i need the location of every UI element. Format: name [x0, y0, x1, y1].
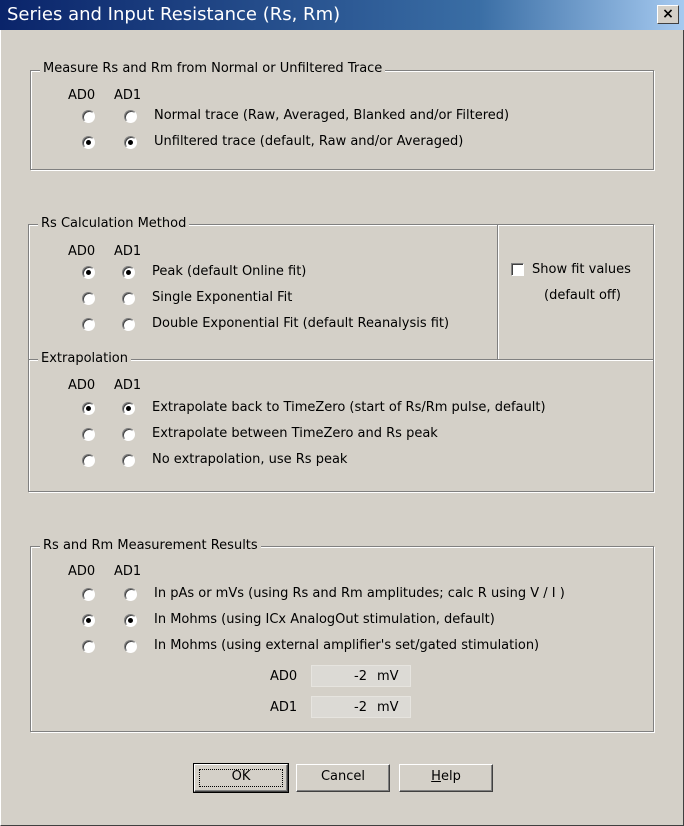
show-fit-values-default: (default off): [544, 288, 621, 303]
title-bar: [0, 0, 684, 30]
value-ad0-channel: AD0: [270, 669, 298, 684]
ex-col-header-ad1: AD1: [114, 378, 142, 393]
extrap-between-ad1-radio[interactable]: [122, 428, 135, 441]
res-col-header-ad0: AD0: [68, 564, 96, 579]
rs-double-exp-label: Double Exponential Fit (default Reanalysis fit): [152, 316, 450, 331]
trace-normal-ad0-radio[interactable]: [82, 110, 95, 123]
rs-single-exp-ad1-radio[interactable]: [122, 292, 135, 305]
ok-button-focus-ring: [199, 769, 283, 787]
extrap-timezero-ad0-radio[interactable]: [82, 402, 95, 415]
rs-col-header-ad0: AD0: [68, 244, 96, 259]
results-mohms-icx-ad1-radio[interactable]: [124, 614, 137, 627]
extrapolation-group-title: Extrapolation: [38, 351, 131, 366]
help-button-label: elp: [440, 769, 461, 784]
rs-peak-label: Peak (default Online fit): [152, 264, 307, 279]
value-ad0-unit: mV: [377, 669, 399, 684]
ok-button-label: OK: [231, 769, 251, 784]
results-group-title: Rs and Rm Measurement Results: [40, 538, 261, 553]
rs-peak-ad1-radio[interactable]: [122, 266, 135, 279]
value-ad0-value: -2: [354, 669, 367, 684]
show-fit-divider: [497, 225, 498, 359]
results-pas-mvs-ad1-radio[interactable]: [124, 588, 137, 601]
results-mohms-icx-ad0-radio[interactable]: [82, 614, 95, 627]
rs-single-exp-ad0-radio[interactable]: [82, 292, 95, 305]
col-header-ad1: AD1: [114, 88, 142, 103]
show-fit-values-checkbox[interactable]: [511, 263, 524, 276]
results-mohms-ext-ad0-radio[interactable]: [82, 640, 95, 653]
extrap-between-ad0-radio[interactable]: [82, 428, 95, 441]
trace-normal-label: Normal trace (Raw, Averaged, Blanked and/or Filtered): [154, 108, 510, 123]
trace-unfiltered-ad1-radio[interactable]: [124, 136, 137, 149]
rs-peak-ad0-radio[interactable]: [82, 266, 95, 279]
extrap-timezero-label: Extrapolate back to TimeZero (start of Rs/Rm pulse, default): [152, 400, 546, 415]
cancel-button-label: Cancel: [320, 769, 366, 784]
trace-normal-ad1-radio[interactable]: [124, 110, 137, 123]
extrap-none-ad1-radio[interactable]: [122, 454, 135, 467]
ex-col-header-ad0: AD0: [68, 378, 96, 393]
value-ad1-channel: AD1: [270, 700, 298, 715]
extrap-between-label: Extrapolate between TimeZero and Rs peak: [152, 426, 438, 441]
trace-source-group-title: Measure Rs and Rm from Normal or Unfiltered Trace: [40, 61, 385, 76]
ok-button[interactable]: [194, 764, 288, 792]
results-mohms-icx-label: In Mohms (using ICx AnalogOut stimulation, default): [154, 612, 495, 627]
help-button-mnemonic: H: [431, 769, 441, 784]
rs-double-exp-ad1-radio[interactable]: [122, 318, 135, 331]
window-title: Series and Input Resistance (Rs, Rm): [7, 4, 341, 25]
show-fit-values-label[interactable]: Show fit values: [532, 262, 631, 277]
close-button[interactable]: ×: [657, 5, 679, 24]
extrap-none-ad0-radio[interactable]: [82, 454, 95, 467]
col-header-ad0: AD0: [68, 88, 96, 103]
results-mohms-ext-label: In Mohms (using external amplifier's set/gated stimulation): [154, 638, 540, 653]
rs-double-exp-ad0-radio[interactable]: [82, 318, 95, 331]
help-button[interactable]: [399, 764, 493, 792]
rs-single-exp-label: Single Exponential Fit: [152, 290, 293, 305]
extrap-none-label: No extrapolation, use Rs peak: [152, 452, 348, 467]
value-ad1-value: -2: [354, 700, 367, 715]
results-pas-mvs-label: In pAs or mVs (using Rs and Rm amplitudes; calc R using V / I ): [154, 586, 565, 601]
cancel-button[interactable]: [296, 764, 390, 792]
trace-unfiltered-label: Unfiltered trace (default, Raw and/or Averaged): [154, 134, 464, 149]
results-mohms-ext-ad1-radio[interactable]: [124, 640, 137, 653]
res-col-header-ad1: AD1: [114, 564, 142, 579]
value-ad1-unit: mV: [377, 700, 399, 715]
trace-unfiltered-ad0-radio[interactable]: [82, 136, 95, 149]
rs-col-header-ad1: AD1: [114, 244, 142, 259]
results-pas-mvs-ad0-radio[interactable]: [82, 588, 95, 601]
rs-method-group-title: Rs Calculation Method: [38, 216, 189, 231]
extrap-timezero-ad1-radio[interactable]: [122, 402, 135, 415]
